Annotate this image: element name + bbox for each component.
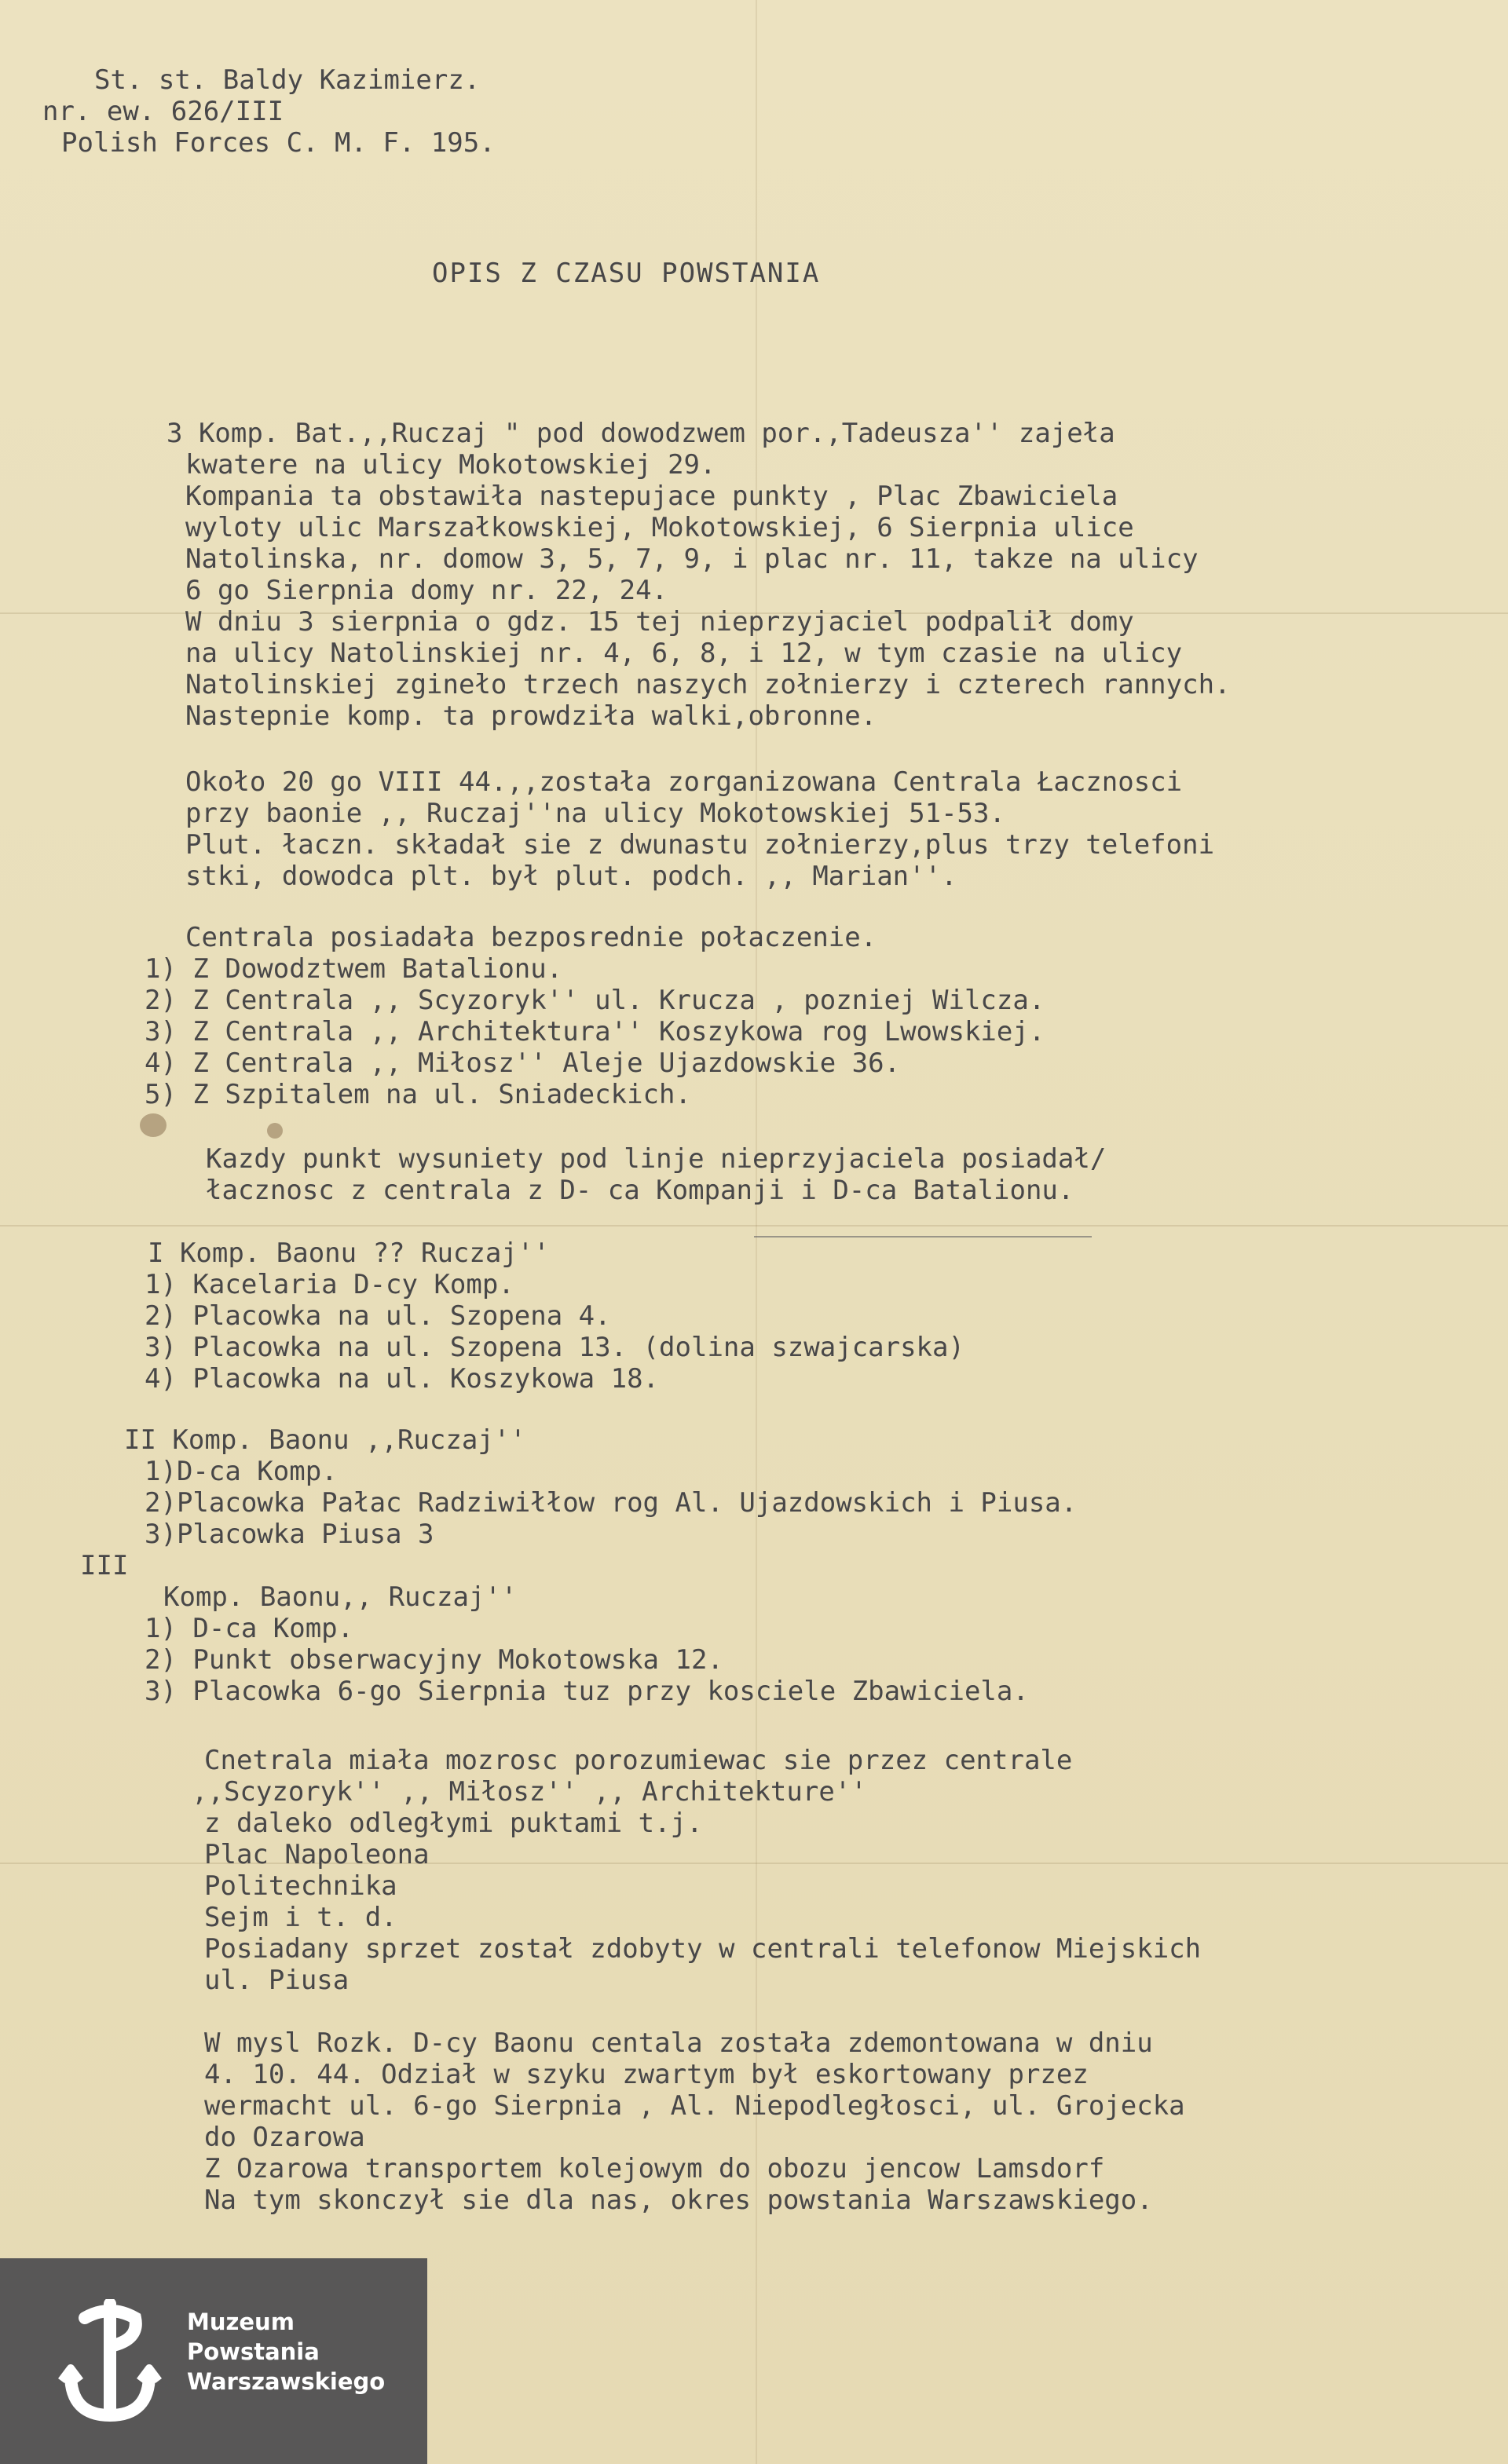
text-line: Około 20 go VIII 44.,,została zorganizowana Centrala Łacznosci bbox=[185, 766, 1183, 798]
typed-rule bbox=[754, 1236, 1092, 1237]
museum-logo bbox=[0, 2258, 427, 2464]
document-title: OPIS Z CZASU POWSTANIA bbox=[432, 258, 821, 289]
text-line: łacznosc z centrala z D- ca Kompanji i D-ca Batalionu. bbox=[206, 1175, 1074, 1206]
text-line: stki, dowodca plt. był plut. podch. ,, Marian''. bbox=[185, 861, 957, 892]
list-item: 3) Placowka na ul. Szopena 13. (dolina szwajcarska) bbox=[145, 1332, 964, 1363]
text-line: kwatere na ulicy Mokotowskiej 29. bbox=[185, 449, 716, 481]
connections-intro: Centrala posiadała bezposrednie połaczenie. bbox=[185, 922, 877, 953]
list-item: 3) Placowka 6-go Sierpnia tuz przy kosciele Zbawiciela. bbox=[145, 1676, 1029, 1707]
text-line: na ulicy Natolinskiej nr. 4, 6, 8, i 12, w tym czasie na ulicy bbox=[185, 638, 1183, 669]
list-item: 2) Placowka na ul. Szopena 4. bbox=[145, 1300, 611, 1332]
museum-name bbox=[187, 2307, 385, 2396]
text-line: ul. Piusa bbox=[204, 1965, 350, 1996]
text-line: Politechnika bbox=[204, 1870, 397, 1902]
list-item: 1) D-ca Komp. bbox=[145, 1613, 354, 1644]
anchor-icon bbox=[53, 2299, 167, 2428]
text-line: Cnetrala miała mozrosc porozumiewac sie przez centrale bbox=[204, 1745, 1073, 1776]
ink-stain bbox=[140, 1113, 167, 1137]
text-line: Na tym skonczył sie dla nas, okres powstania Warszawskiego. bbox=[204, 2184, 1153, 2216]
list-item: 1) Kacelaria D-cy Komp. bbox=[145, 1269, 514, 1300]
text-line: przy baonie ,, Ruczaj''na ulicy Mokotowskiej 51-53. bbox=[185, 798, 1005, 829]
list-item: 1) Z Dowodztwem Batalionu. bbox=[145, 953, 563, 985]
text-line: Plut. łaczn. składał sie z dwunastu zołnierzy,plus trzy telefoni bbox=[185, 829, 1215, 861]
list-item: 4) Z Centrala ,, Miłosz'' Aleje Ujazdowskie 36. bbox=[145, 1047, 901, 1079]
header-name: St. st. Baldy Kazimierz. bbox=[94, 64, 481, 96]
text-line: 6 go Sierpnia domy nr. 22, 24. bbox=[185, 575, 668, 606]
company-heading: II Komp. Baonu ,,Ruczaj'' bbox=[124, 1424, 526, 1456]
text-line: W dniu 3 sierpnia o gdz. 15 tej nieprzyjaciel podpalił domy bbox=[185, 606, 1134, 638]
list-item: 5) Z Szpitalem na ul. Sniadeckich. bbox=[145, 1079, 691, 1110]
company-heading: I Komp. Baonu ?? Ruczaj'' bbox=[148, 1237, 550, 1269]
company-heading: Komp. Baonu,, Ruczaj'' bbox=[163, 1581, 518, 1613]
text-line: Sejm i t. d. bbox=[204, 1902, 397, 1933]
text-line: Z Ozarowa transportem kolejowym do obozu jencow Lamsdorf bbox=[204, 2153, 1105, 2184]
list-item: 2) Z Centrala ,, Scyzoryk'' ul. Krucza , pozniej Wilcza. bbox=[145, 985, 1045, 1016]
text-line: 4. 10. 44. Odział w szyku zwartym był eskortowany przez bbox=[204, 2059, 1089, 2090]
logo-text-line: Powstania bbox=[187, 2338, 320, 2365]
text-line: Plac Napoleona bbox=[204, 1839, 430, 1870]
ink-stain bbox=[267, 1123, 283, 1139]
list-item: 3)Placowka Piusa 3 bbox=[145, 1519, 434, 1550]
text-line: Natolinska, nr. domow 3, 5, 7, 9, i plac nr. 11, takze na ulicy bbox=[185, 543, 1199, 575]
text-line: Kazdy punkt wysuniety pod linje nieprzyjaciela posiadał/ bbox=[206, 1143, 1107, 1175]
service-header bbox=[42, 64, 496, 221]
paragraph-ending bbox=[204, 2027, 1185, 2279]
text-line: Nastepnie komp. ta prowdziła walki,obronne. bbox=[185, 700, 877, 732]
company-3-numeral: III bbox=[80, 1550, 129, 1581]
text-line: ,,Scyzoryk'' ,, Miłosz'' ,, Architekture'' bbox=[192, 1776, 867, 1808]
text-line: 3 Komp. Bat.,,Ruczaj " pod dowodzwem por.,Tadeusza'' zajeła bbox=[167, 418, 1115, 449]
list-item: 4) Placowka na ul. Koszykowa 18. bbox=[145, 1363, 660, 1395]
text-line: wermacht ul. 6-go Sierpnia , Al. Niepodległosci, ul. Grojecka bbox=[204, 2090, 1185, 2122]
list-item: 3) Z Centrala ,, Architektura'' Koszykowa rog Lwowskiej. bbox=[145, 1016, 1045, 1047]
logo-text-line: Muzeum bbox=[187, 2309, 295, 2335]
text-line: W mysl Rozk. D-cy Baonu centala została zdemontowana w dniu bbox=[204, 2027, 1153, 2059]
text-line: do Ozarowa bbox=[204, 2122, 365, 2153]
text-line: z daleko odległymi puktami t.j. bbox=[204, 1808, 703, 1839]
text-line: Natolinskiej zgineło trzech naszych zołnierzy i czterech rannych. bbox=[185, 669, 1231, 700]
list-item: 2)Placowka Pałac Radziwiłłow rog Al. Ujazdowskich i Piusa. bbox=[145, 1487, 1078, 1519]
list-item: 2) Punkt obserwacyjny Mokotowska 12. bbox=[145, 1644, 723, 1676]
header-number: nr. ew. 626/III bbox=[42, 96, 284, 127]
text-line: Posiadany sprzet został zdobyty w centrali telefonow Miejskich bbox=[204, 1933, 1202, 1965]
text-line: wyloty ulic Marszałkowskiej, Mokotowskiej, 6 Sierpnia ulice bbox=[185, 512, 1134, 543]
text-line: Kompania ta obstawiła nastepujace punkty , Plac Zbawiciela bbox=[185, 481, 1118, 512]
header-unit: Polish Forces C. M. F. 195. bbox=[61, 127, 496, 159]
logo-text-line: Warszawskiego bbox=[187, 2368, 386, 2395]
list-item: 1)D-ca Komp. bbox=[145, 1456, 338, 1487]
